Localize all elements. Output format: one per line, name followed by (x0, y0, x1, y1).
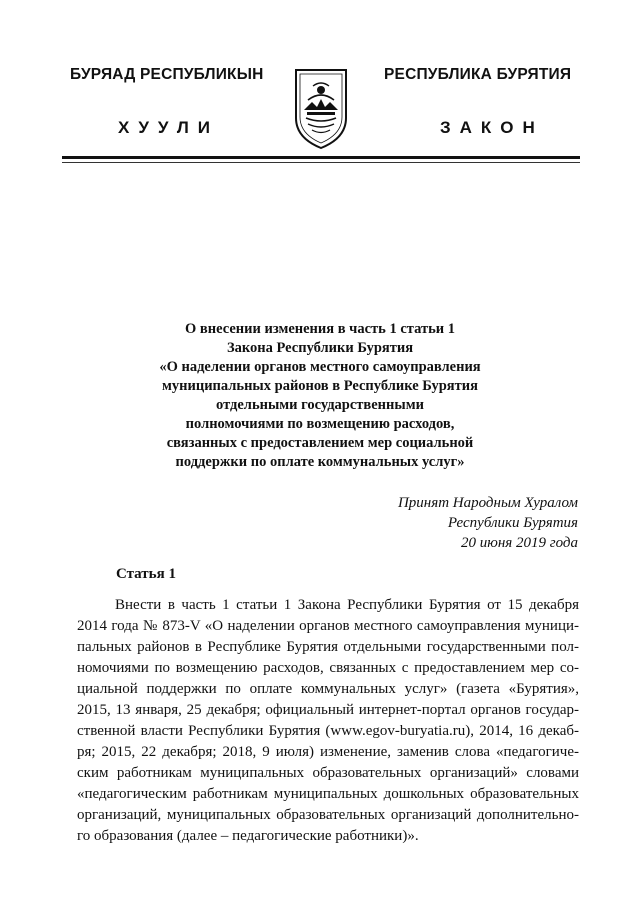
coat-of-arms-icon (290, 66, 352, 150)
body-line: «педагогическим работникам муниципальных дошкольных образовательных (77, 786, 579, 802)
header-right-title: РЕСПУБЛИКА БУРЯТИЯ (384, 66, 572, 83)
body-line: циальной поддержки по оплате коммунальных услуг» (газета «Бурятия», (77, 681, 579, 697)
title-line: связанных с предоставлением мер социальной (166, 435, 474, 451)
header-right-subtitle: ЗАКОН (440, 118, 544, 137)
law-title (120, 320, 520, 472)
body-line: ря; 2015, 22 декабря; 2018, 9 июля) изменение, заменив слова «педагогиче- (77, 744, 579, 760)
adoption-note (398, 493, 578, 553)
title-line: О внесении изменения в часть 1 статьи 1 (185, 321, 455, 337)
header-left-title: БУРЯАД РЕСПУБЛИКЫН (70, 66, 264, 83)
article-heading: Статья 1 (116, 566, 176, 582)
title-line: Закона Республики Бурятия (226, 340, 414, 356)
body-line: пальных районов в Республике Бурятия отдельными государственными пол- (77, 639, 579, 655)
body-line: 2014 года № 873-V «О наделении органов местного самоуправления муници- (77, 618, 579, 634)
body-line: Внести в часть 1 статьи 1 Закона Республики Бурятия от 15 декабря (115, 597, 579, 613)
adoption-line: 20 июня 2019 года (461, 535, 578, 551)
adoption-line: Республики Бурятия (447, 515, 578, 531)
body-line: ским работникам муниципальных образовательных организаций» словами (77, 765, 579, 781)
title-line: муниципальных районов в Республике Бурятия (162, 378, 478, 394)
header-divider-thick (62, 156, 580, 159)
body-line: номочиями по возмещению расходов, связанных с предоставлением мер со- (77, 660, 579, 676)
title-line: отдельными государственными (216, 397, 424, 413)
article-body (77, 595, 579, 847)
title-line: «О наделении органов местного самоуправления (159, 359, 481, 375)
title-line: полномочиями по возмещению расходов, (185, 416, 455, 432)
body-line: ственной власти Республики Бурятия (www.egov-buryatia.ru), 2014, 16 декаб- (77, 723, 579, 739)
body-line: 2015, 13 января, 25 декабря; официальный интернет-портал органов государ- (77, 702, 579, 718)
body-line: го образования (далее – педагогические работники)». (77, 828, 419, 844)
adoption-line: Принят Народным Хуралом (397, 495, 578, 511)
header-divider-thin (62, 162, 580, 163)
body-line: организаций, муниципальных образовательных организаций дополнительно- (77, 807, 579, 823)
title-line: поддержки по оплате коммунальных услуг» (175, 454, 465, 470)
header-left-subtitle: ХУУЛИ (118, 118, 219, 137)
